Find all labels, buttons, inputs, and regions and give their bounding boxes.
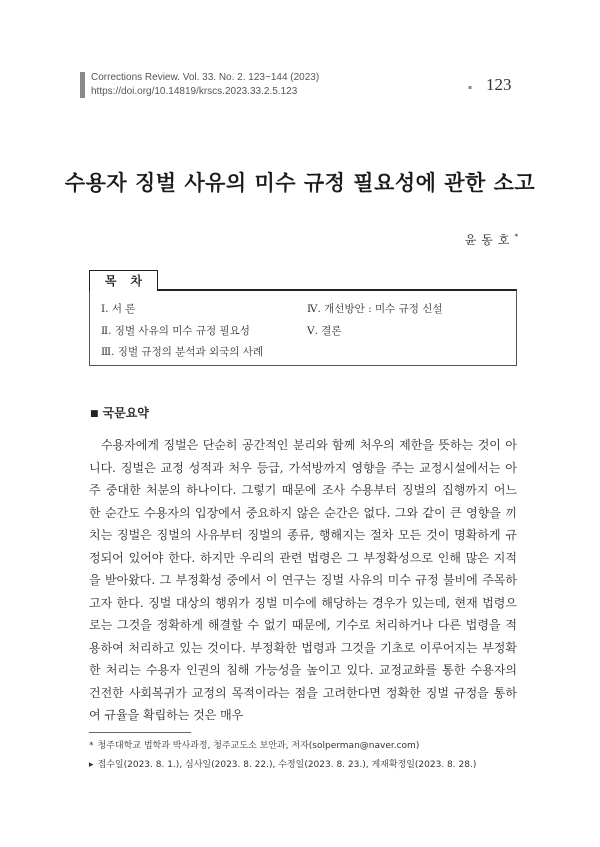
page-number: 123 [486,75,512,94]
abstract-heading-text: 국문요약 [102,406,149,420]
abstract-body: 수용자에게 징벌은 단순히 공간적인 분리와 함께 처우의 제한을 뜻하는 것이 아니다. 징벌은 교정 성적과 처우 등급, 가석방까지 영향을 주는 교정시설에서는 아주 중대한 처분의 하나이다. 그렇기 때문에 조사 수용부터 징벌의 집행까지 어느 한 순간도 수용자의 입장에서 중요하지 않은 순간은 없다. 그와 같이 큰 영향을 끼치는 징벌은 징벌의 사유부터 징벌의 종류, 행해지는 절차 모든 것이 명확하게 규정되어 있어야 한다. 하지만 우리의 관련 법령은 그 부정확성으로 인해 많은 지적을 받아왔다. 그 부정확성 중에서 이 연구는 징벌 사유의 미수 규정 불비에 주목하고자 한다. 징벌 대상의 행위가 징벌 미수에 해당하는 경우가 있는데, 현재 법령으로는 그것을 정확하게 해결할 수 없기 때문에, 기수로 처리하거나 다른 법령을 적용하여 처리하고 있는 것이다. 부정확한 법령과 그것을 기초로 이루어지는 부정확한 처리는 수용자 인권의 침해 가능성을 높이고 있다. 교정교화를 통한 수용자의 건전한 사회복귀가 교정의 목적이라는 점을 고려한다면 정확한 징벌 규정을 통하여 규율을 확립하는 것은 매우 [89,438,517,722]
article-title: 수용자 징벌 사유의 미수 규정 필요성에 관한 소고 [64,171,536,195]
footnote-dates-text: 접수일(2023. 8. 1.), 심사일(2023. 8. 22.), 수정일(2023. 8. 23.), 게재확정일(2023. 8. 28.) [97,760,477,770]
toc-heading: 목차 [89,270,158,291]
triangle-bullet-icon: ▸ [89,760,94,770]
toc-item-necessity[interactable]: Ⅱ. 징벌 사유의 미수 규정 필요성 [101,325,250,337]
header-accent-bar [80,72,85,98]
page-marker-icon: ▪ [468,84,473,91]
footnote-divider [89,732,191,733]
asterisk-icon: * [89,741,94,751]
author-name-text: 윤동호 [464,233,515,247]
journal-citation: Corrections Review. Vol. 33. No. 2. 123~144 (2023) [91,72,320,83]
footnote-dates [89,757,476,770]
footnote-author-text: 청주대학교 법학과 박사과정, 청주교도소 보안과, 저자(solperman@naver.com) [97,741,420,751]
author-footnote-mark[interactable]: * [514,233,518,241]
footnote-author [89,738,419,751]
square-bullet-icon: ■ [90,409,99,419]
author-name [465,231,518,248]
toc-item-improvement[interactable]: Ⅳ. 개선방안 : 미수 규정 신설 [307,303,443,315]
table-of-contents [89,289,517,366]
abstract-heading [90,404,149,421]
toc-item-introduction[interactable]: Ⅰ. 서 론 [101,303,136,315]
toc-item-analysis[interactable]: Ⅲ. 징벌 규정의 분석과 외국의 사례 [101,346,264,358]
toc-item-conclusion[interactable]: Ⅴ. 결론 [307,325,342,337]
doi-link[interactable]: https://doi.org/10.14819/krscs.2023.33.2.5.123 [91,86,298,97]
